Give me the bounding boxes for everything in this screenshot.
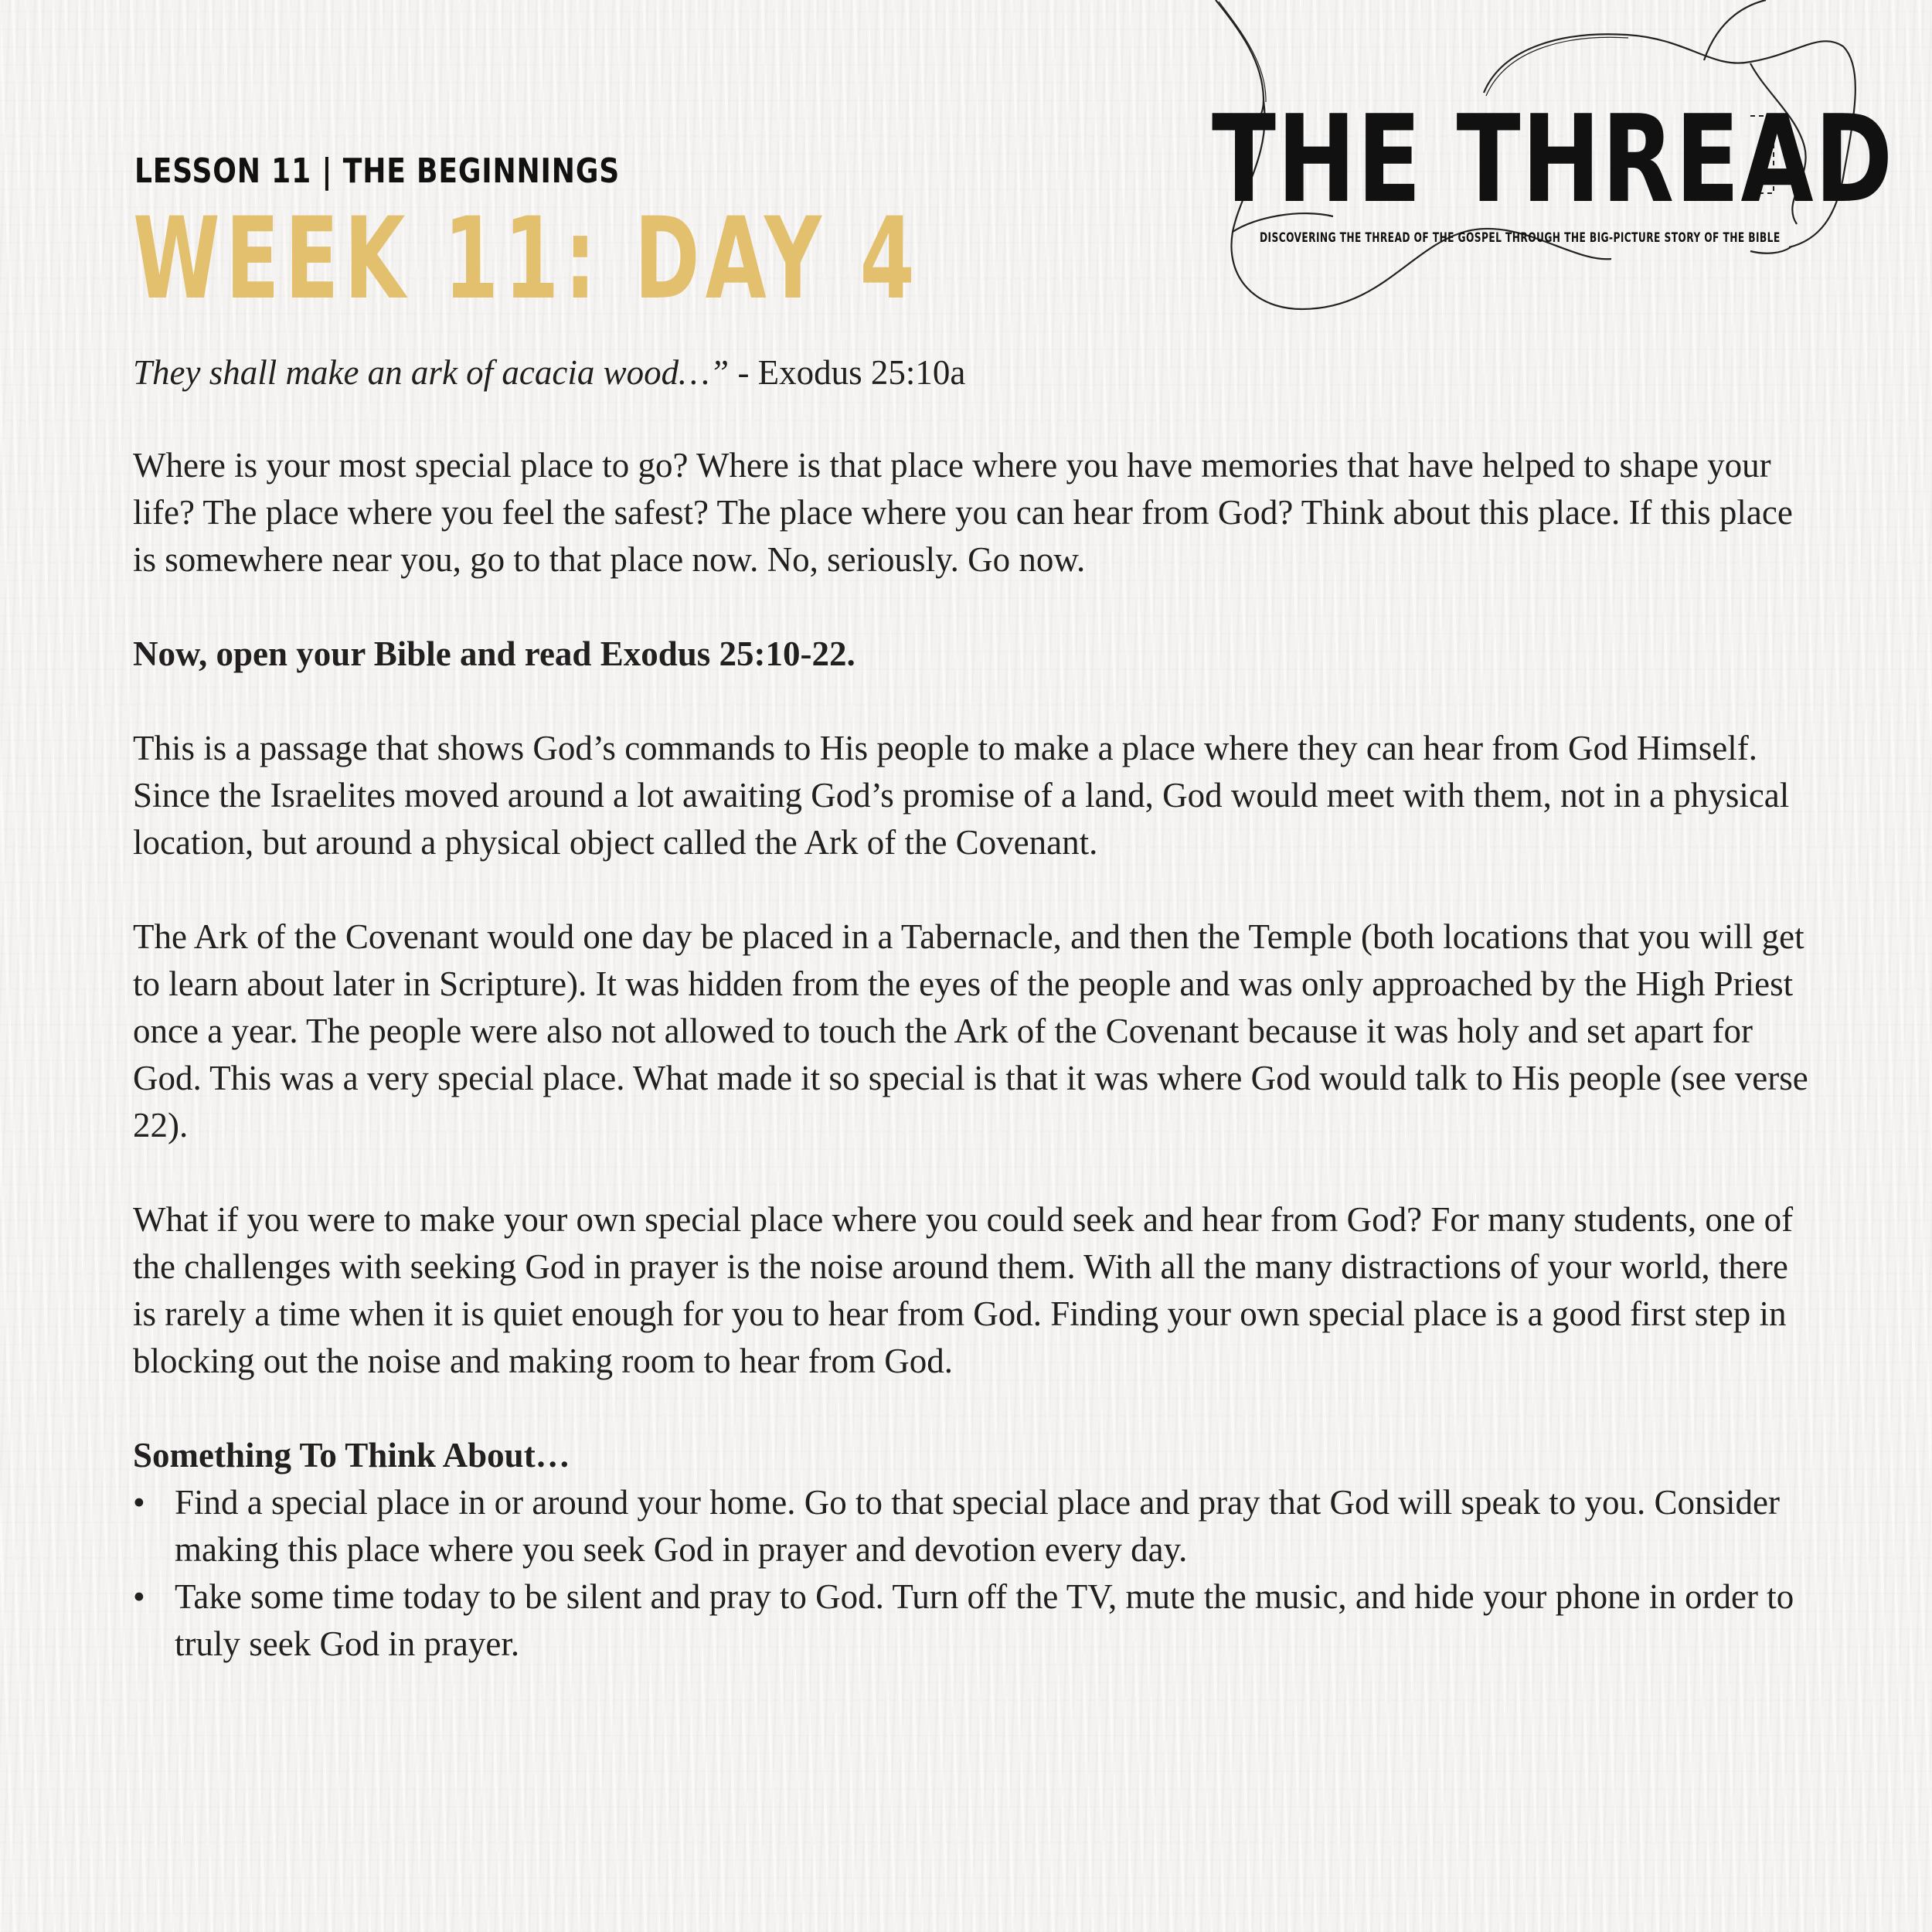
- list-item: [133, 1479, 1818, 1573]
- verse-text: They shall make an ark of acacia wood…”: [133, 353, 730, 392]
- think-list: [133, 1479, 1818, 1668]
- application-paragraph: What if you were to make your own special place where you could seek and hear from God? For many students, one of the challenges with seeking God in prayer is the noise around them. With all the many distractions of your world, there is rarely a time when it is quiet enough for you to hear from God. Finding your own special place is a good first step in blocking out the noise and making room to hear from God.: [133, 1200, 1794, 1380]
- list-item-text: Take some time today to be silent and pray to God. Turn off the TV, mute the music, and hide your phone in order to truly seek God in prayer.: [175, 1577, 1794, 1663]
- list-item: [133, 1573, 1818, 1668]
- ark-paragraph: The Ark of the Covenant would one day be placed in a Tabernacle, and then the Temple (both locations that you will get to learn about later in Scripture). It was hidden from the eyes of the people and was only approached by the High Priest once a year. The people were also not allowed to touch the Ark of the Covenant because it was holy and set apart for God. This was a very special place. What made it so special is that it was where God would talk to His people (see verse 22).: [133, 917, 1808, 1145]
- verse-reference: - Exodus 25:10a: [729, 353, 966, 392]
- passage-paragraph: This is a passage that shows God’s commands to His people to make a place where they can hear from God Himself. Since the Israelites moved around a lot awaiting God’s promise of a land, God would meet with them, not in a physical location, but around a physical object called the Ark of the Covenant.: [133, 729, 1790, 862]
- reading-instruction: Now, open your Bible and read Exodus 25:10-22.: [133, 634, 855, 673]
- list-item-text: Find a special place in or around your home. Go to that special place and pray that God will speak to you. Consider making this place where you seek God in prayer and devotion every day.: [175, 1483, 1780, 1569]
- lesson-label: LESSON 11 | THE BEGINNINGS: [134, 151, 621, 191]
- bullet-icon: •: [133, 1483, 145, 1522]
- intro-paragraph: Where is your most special place to go? Where is that place where you have memories that have helped to shape your life? The place where you feel the safest? The place where you can hear from God? Think about this place. If this place is somewhere near you, go to that place now. No, seriously. Go now.: [133, 446, 1793, 579]
- bullet-icon: •: [133, 1577, 145, 1616]
- think-heading: Something To Think About…: [133, 1436, 570, 1475]
- page-title: WEEK 11: DAY 4: [133, 193, 920, 325]
- devotional-body: [133, 349, 1818, 1668]
- verse-quote: [133, 349, 1818, 396]
- logo-title: THE THREAD: [1212, 89, 1894, 230]
- logo-tagline: DISCOVERING THE THREAD OF THE GOSPEL THROUGH THE BIG-PICTURE STORY OF THE BIBLE: [1260, 230, 1781, 246]
